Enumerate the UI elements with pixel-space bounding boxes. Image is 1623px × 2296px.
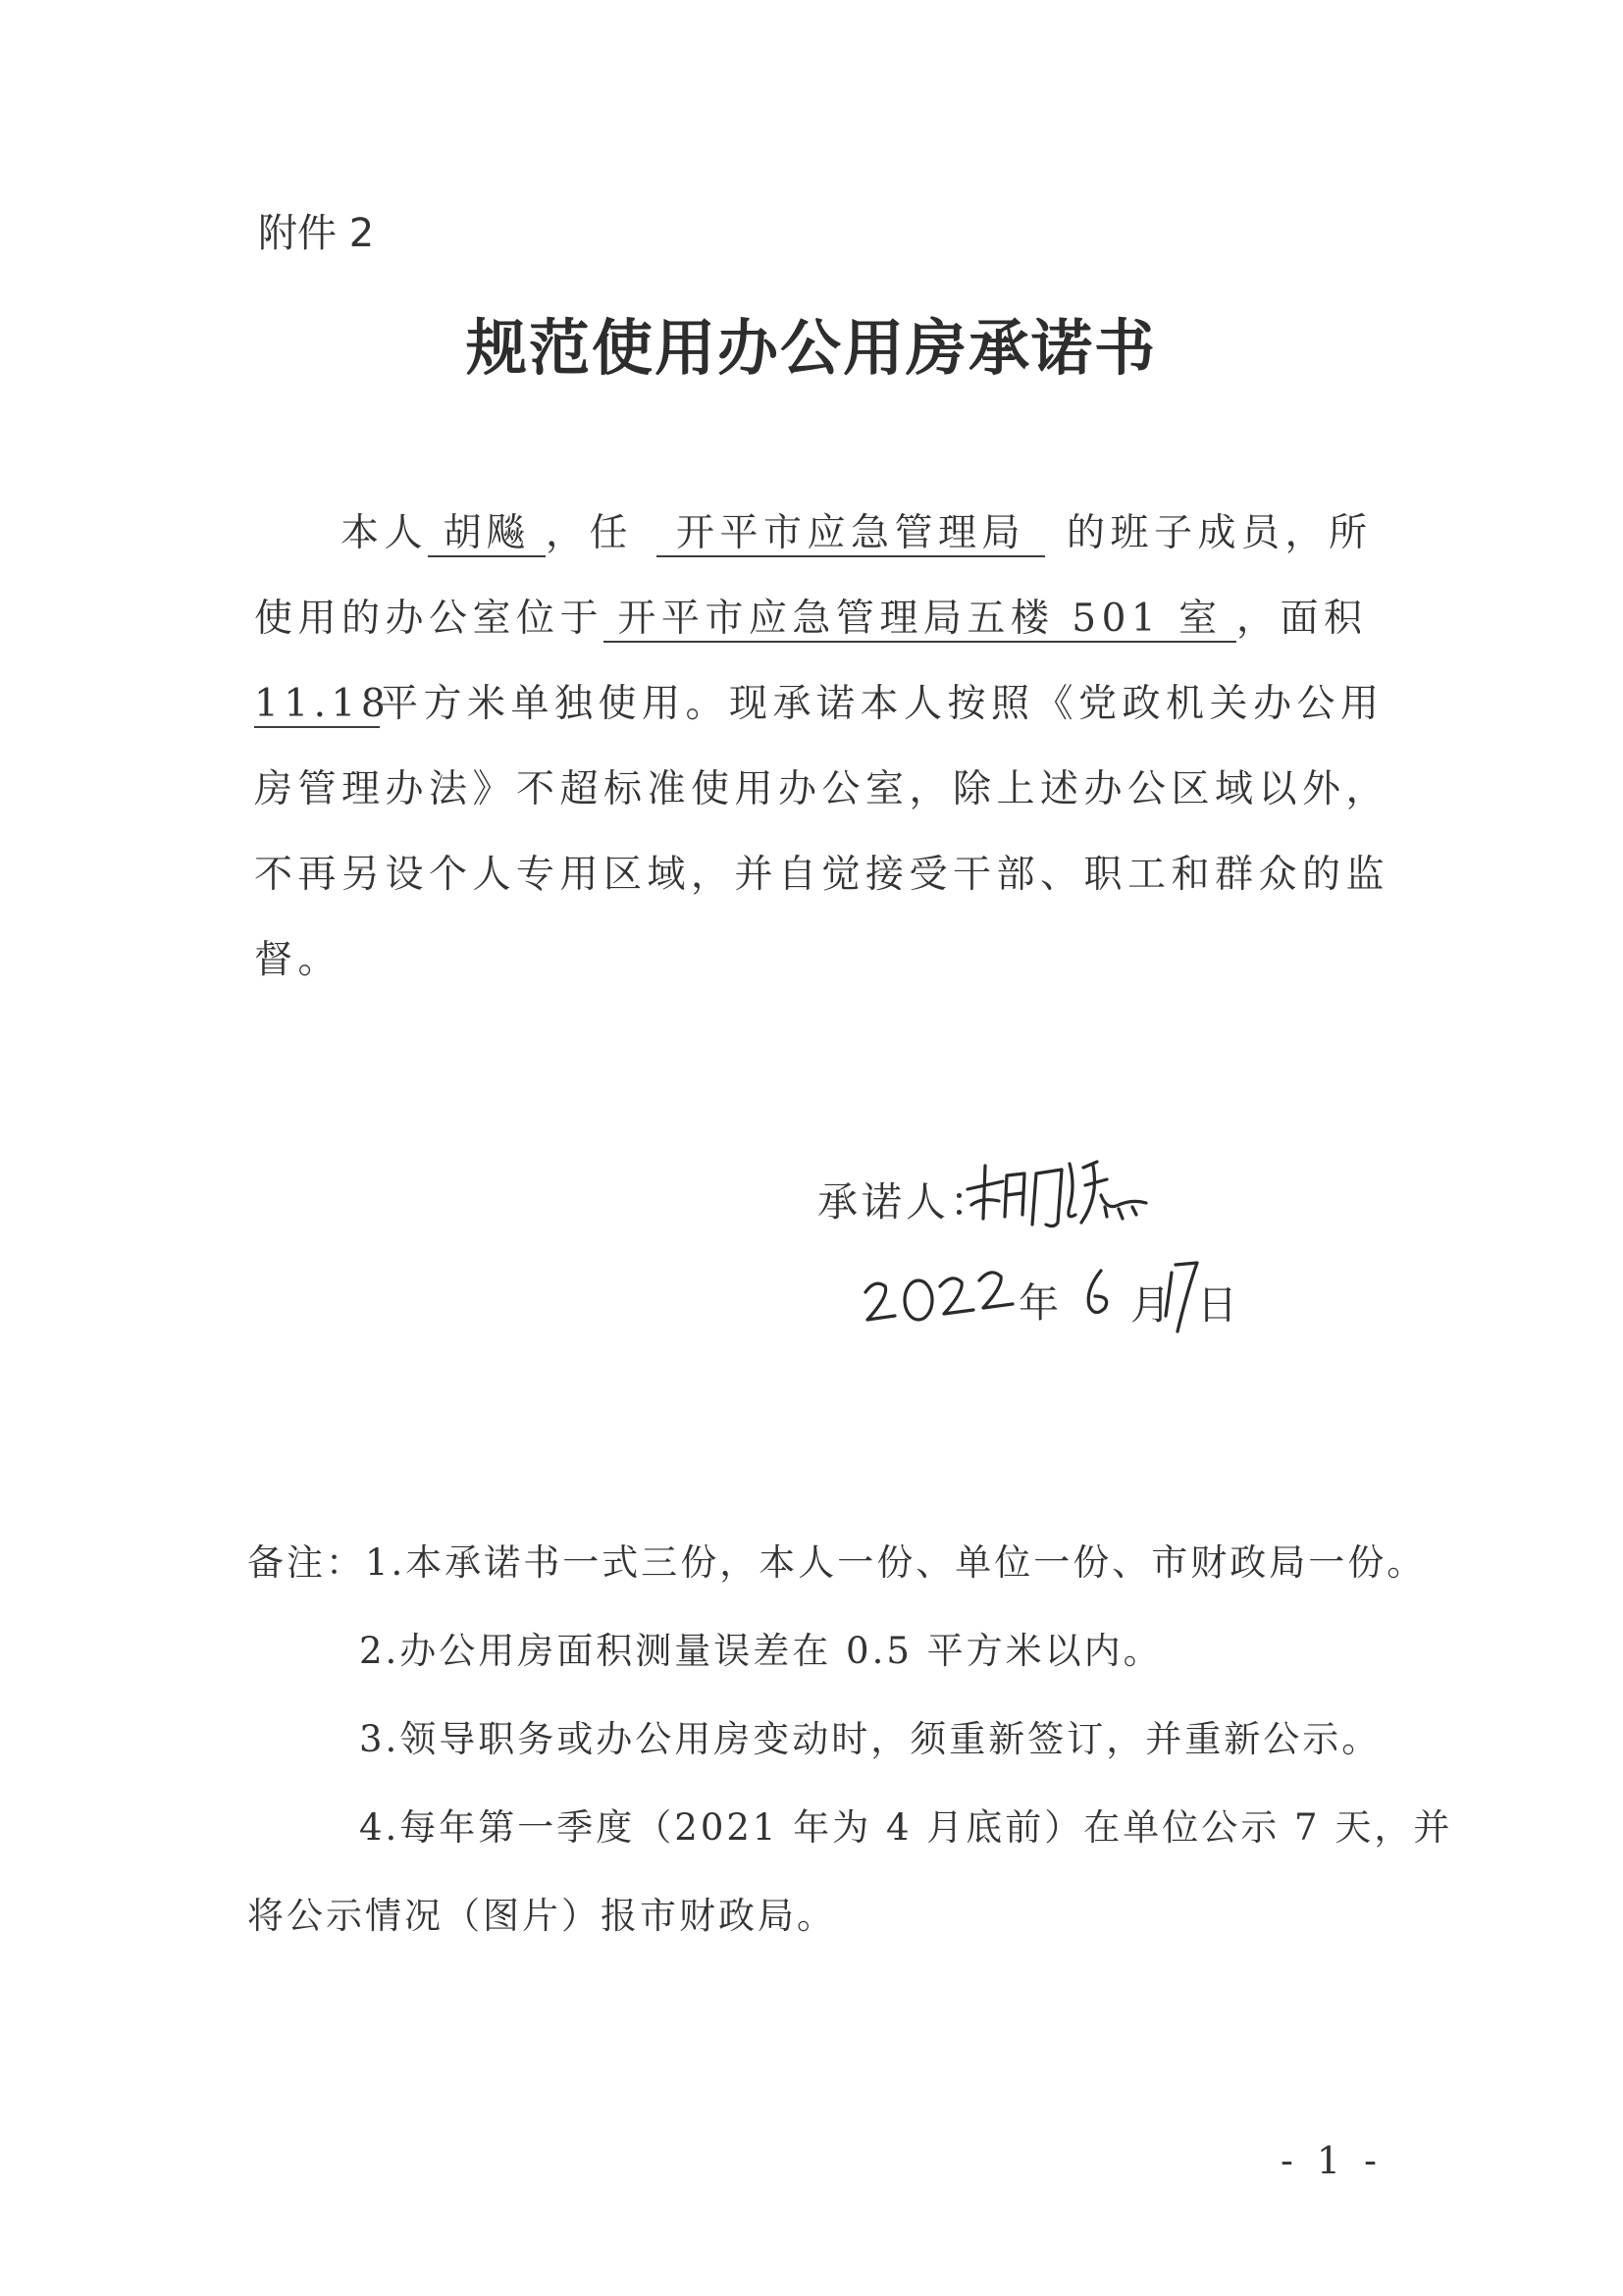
body-line-2 <box>254 588 1368 643</box>
body-text: ，面积 <box>1236 597 1368 641</box>
note-1 <box>247 1533 1426 1586</box>
document-title: 规范使用办公用房承诺书 <box>465 312 1157 384</box>
signatory-label: 承诺人： <box>817 1178 994 1226</box>
handwritten-signature <box>960 1146 1156 1236</box>
note-3: 3.领导职务或办公用房变动时，须重新签订，并重新公示。 <box>359 1718 1382 1760</box>
body-text: 的班子成员，所 <box>1067 511 1373 555</box>
unit-field: 开平市应急管理局 <box>656 513 1045 557</box>
area-field: 11.18 <box>254 682 392 726</box>
body-text: 本人 <box>340 511 429 555</box>
body-text: ，任 <box>546 511 634 555</box>
note-2: 2.办公用房面积测量误差在 0.5 平方米以内。 <box>359 1630 1163 1672</box>
body-text: 使用的办公室位于 <box>254 597 604 641</box>
body-line-5: 不再另设个人专用区域，并自觉接受干部、职工和群众的监 <box>254 853 1390 897</box>
note-4-continued: 将公示情况（图片）报市财政局。 <box>247 1895 836 1937</box>
handwritten-date-digits <box>854 1241 1236 1339</box>
body-line-6: 督。 <box>254 938 342 982</box>
attachment-label: 附件 2 <box>258 211 375 256</box>
body-line-4: 房管理办法》不超标准使用办公室，除上述办公区域以外， <box>254 767 1390 811</box>
date-day-unit: 日 <box>1197 1281 1237 1329</box>
body-text: 平方米单独使用。现承诺本人按照《党政机关办公用 <box>380 682 1385 726</box>
note-text: 1.本承诺书一式三份，本人一份、单位一份、市财政局一份。 <box>365 1541 1427 1584</box>
date-month-unit: 月 <box>1130 1281 1171 1329</box>
note-4: 4.每年第一季度（2021 年为 4 月底前）在单位公示 7 天，并 <box>359 1806 1453 1849</box>
body-line-1 <box>254 502 1373 557</box>
person-name-field: 胡飚 <box>428 513 546 557</box>
office-location-field: 开平市应急管理局五楼 501 室 <box>603 599 1236 643</box>
body-line-3 <box>254 673 1385 728</box>
sign-date <box>854 1241 1236 1339</box>
page-number: - 1 - <box>1281 2139 1384 2182</box>
note-prefix: 备注： <box>247 1541 365 1584</box>
date-year-unit: 年 <box>1019 1279 1059 1327</box>
